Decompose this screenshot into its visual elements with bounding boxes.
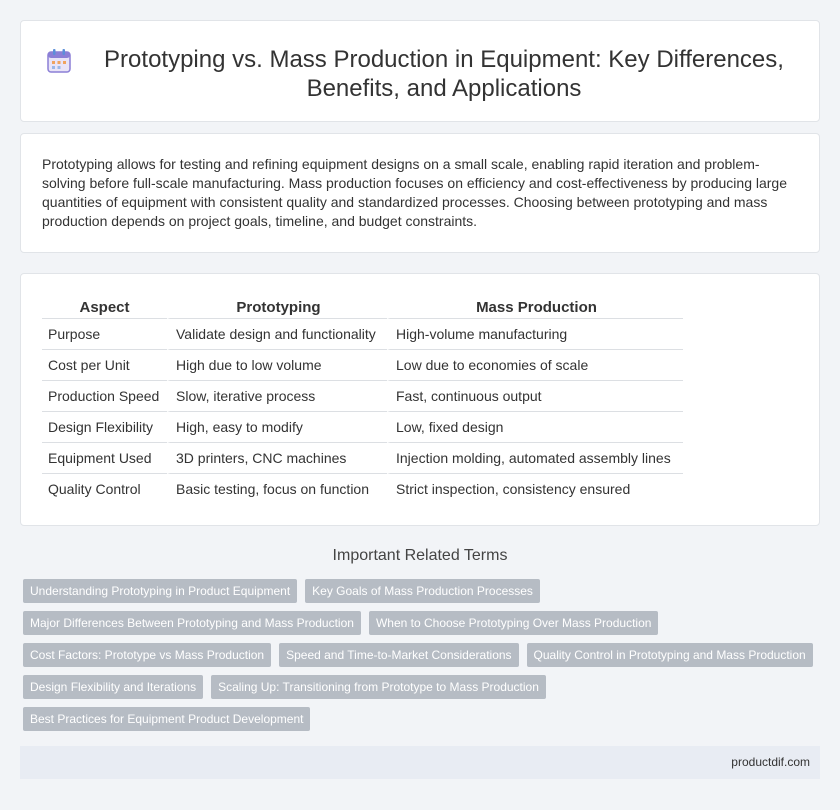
- table-cell: Slow, iterative process: [167, 380, 387, 411]
- table-cell: Low due to economies of scale: [387, 349, 683, 380]
- related-term-tag[interactable]: Speed and Time-to-Market Considerations: [279, 643, 518, 667]
- title-card: [20, 20, 820, 122]
- table-row: [42, 349, 683, 380]
- related-terms-heading: Important Related Terms: [332, 547, 508, 564]
- calendar-icon: [46, 48, 72, 74]
- table-cell: Design Flexibility: [42, 411, 167, 442]
- footer-site-name: productdif.com: [731, 755, 810, 769]
- table-cell: High-volume manufacturing: [387, 318, 683, 349]
- table-cell: High, easy to modify: [167, 411, 387, 442]
- table-cell: Validate design and functionality: [167, 318, 387, 349]
- comparison-card: [20, 273, 820, 526]
- page-title: Prototyping vs. Mass Production in Equipment: Key Differences, Benefits, and Applications: [104, 46, 784, 102]
- table-cell: Low, fixed design: [387, 411, 683, 442]
- table-row: [42, 318, 683, 349]
- related-term-tag[interactable]: Best Practices for Equipment Product Development: [23, 707, 310, 731]
- table-cell: Injection molding, automated assembly lines: [387, 442, 683, 473]
- table-row: [42, 473, 683, 504]
- related-term-tag[interactable]: Understanding Prototyping in Product Equipment: [23, 579, 297, 603]
- table-cell: Production Speed: [42, 380, 167, 411]
- related-term-tag[interactable]: Key Goals of Mass Production Processes: [305, 579, 540, 603]
- related-term-tag[interactable]: Design Flexibility and Iterations: [23, 675, 203, 699]
- table-cell: Strict inspection, consistency ensured: [387, 473, 683, 504]
- table-row: [42, 411, 683, 442]
- header-aspect: Aspect: [79, 299, 130, 316]
- table-cell: Cost per Unit: [42, 349, 167, 380]
- table-cell: Fast, continuous output: [387, 380, 683, 411]
- header-prototyping: Prototyping: [167, 296, 387, 318]
- table-cell: 3D printers, CNC machines: [167, 442, 387, 473]
- related-terms-list: [23, 579, 823, 739]
- table-row: [42, 380, 683, 411]
- table-cell: High due to low volume: [167, 349, 387, 380]
- table-cell: Equipment Used: [42, 442, 167, 473]
- related-term-tag[interactable]: Major Differences Between Prototyping and Mass Production: [23, 611, 361, 635]
- comparison-table: [42, 296, 683, 504]
- table-header-row: [42, 296, 683, 318]
- table-cell: Quality Control: [42, 473, 167, 504]
- footer: [20, 746, 820, 779]
- table-cell: Basic testing, focus on function: [167, 473, 387, 504]
- table-cell: Purpose: [42, 318, 167, 349]
- intro-card: [20, 133, 820, 253]
- related-term-tag[interactable]: Cost Factors: Prototype vs Mass Production: [23, 643, 271, 667]
- table-row: [42, 442, 683, 473]
- intro-paragraph: Prototyping allows for testing and refining equipment designs on a small scale, enabling rapid iteration and problem-solving before full-scale manufacturing. Mass production focuses on efficiency and cost-effectiveness by producing large quantities of equipment with consistent quality and standardized processes. Choosing between prototyping and mass production depends on project goals, timeline, and budget constraints.: [42, 156, 788, 229]
- related-term-tag[interactable]: Quality Control in Prototyping and Mass Production: [527, 643, 813, 667]
- related-term-tag[interactable]: When to Choose Prototyping Over Mass Production: [369, 611, 658, 635]
- related-term-tag[interactable]: Scaling Up: Transitioning from Prototype to Mass Production: [211, 675, 546, 699]
- header-mass-production: Mass Production: [387, 296, 683, 318]
